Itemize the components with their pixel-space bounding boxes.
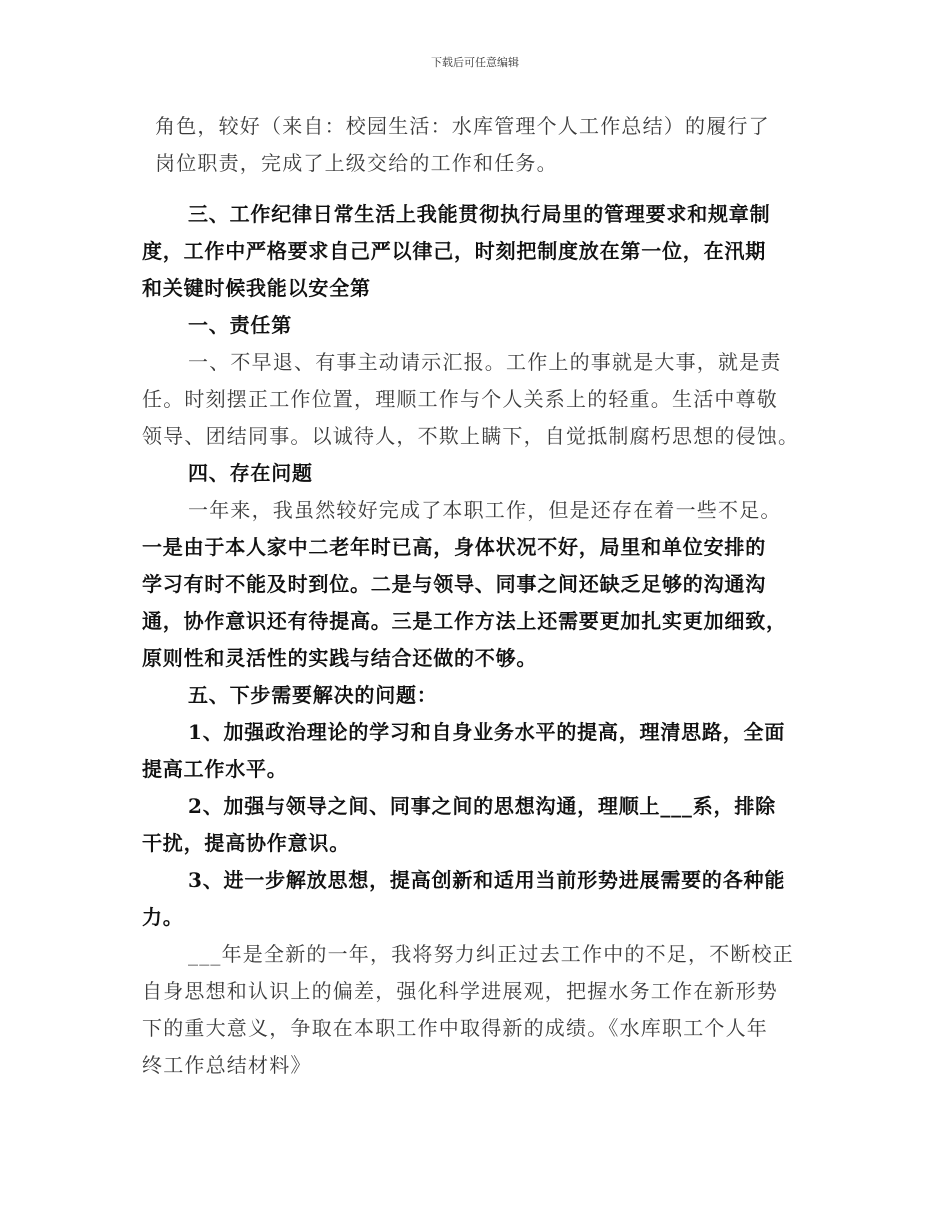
- text-line: 一年来，我虽然较好完成了本职工作，但是还存在着一些不足。: [188, 498, 782, 522]
- text-line: 岗位职责，完成了上级交给的工作和任务。: [155, 151, 558, 175]
- text-line: 自身思想和认识上的偏差，强化科学进展观，把握水务工作在新形势: [142, 979, 778, 1003]
- text-line: 力。: [142, 905, 184, 929]
- text-line: 五、下步需要解决的问题：: [188, 683, 438, 707]
- text-line: 通，协作意识还有待提高。三是工作方法上还需要更加扎实更加细致，: [142, 609, 787, 633]
- text-line: 和关键时候我能以安全第: [142, 276, 371, 300]
- text-line: 一、责任第: [188, 313, 292, 337]
- text-line: 领导、团结同事。以诚待人，不欺上瞒下，自觉抵制腐朽思想的侵蚀。: [142, 424, 800, 448]
- text-line: 终工作总结材料》: [142, 1053, 312, 1077]
- text-line: 一是由于本人家中二老年时已高，身体状况不好，局里和单位安排的: [142, 535, 766, 559]
- text-line: 1、加强政治理论的学习和自身业务水平的提高，理清思路，全面: [188, 720, 786, 744]
- text-line: 四、存在问题: [188, 461, 313, 485]
- text-line: 度，工作中严格要求自己严以律己，时刻把制度放在第一位，在汛期: [142, 239, 766, 263]
- text-line: 三、工作纪律日常生活上我能贯彻执行局里的管理要求和规章制: [188, 202, 771, 226]
- text-line: 3、进一步解放思想，提高创新和适用当前形势进展需要的各种能: [188, 868, 786, 892]
- page-header: 下载后可任意编辑: [431, 56, 519, 69]
- text-line: ___年是全新的一年，我将努力纠正过去工作中的不足，不断校正: [188, 942, 794, 966]
- text-line: 原则性和灵活性的实践与结合还做的不够。: [142, 646, 538, 670]
- text-line: 任。时刻摆正工作位置，理顺工作与个人关系上的轻重。生活中尊敬: [142, 387, 778, 411]
- text-line: 干扰，提高协作意识。: [142, 831, 350, 855]
- text-line: 学习有时不能及时到位。二是与领导、同事之间还缺乏足够的沟通沟: [142, 572, 766, 596]
- text-line: 2、加强与领导之间、同事之间的思想沟通，理顺上___系，排除: [188, 794, 776, 818]
- text-line: 提高工作水平。: [142, 757, 288, 781]
- text-line: 一、不早退、有事主动请示汇报。工作上的事就是大事，就是责: [188, 350, 782, 374]
- text-line: 角色，较好（来自：校园生活：水库管理个人工作总结）的履行了: [155, 114, 770, 138]
- text-line: 下的重大意义，争取在本职工作中取得新的成绩。《水库职工个人年: [142, 1016, 768, 1040]
